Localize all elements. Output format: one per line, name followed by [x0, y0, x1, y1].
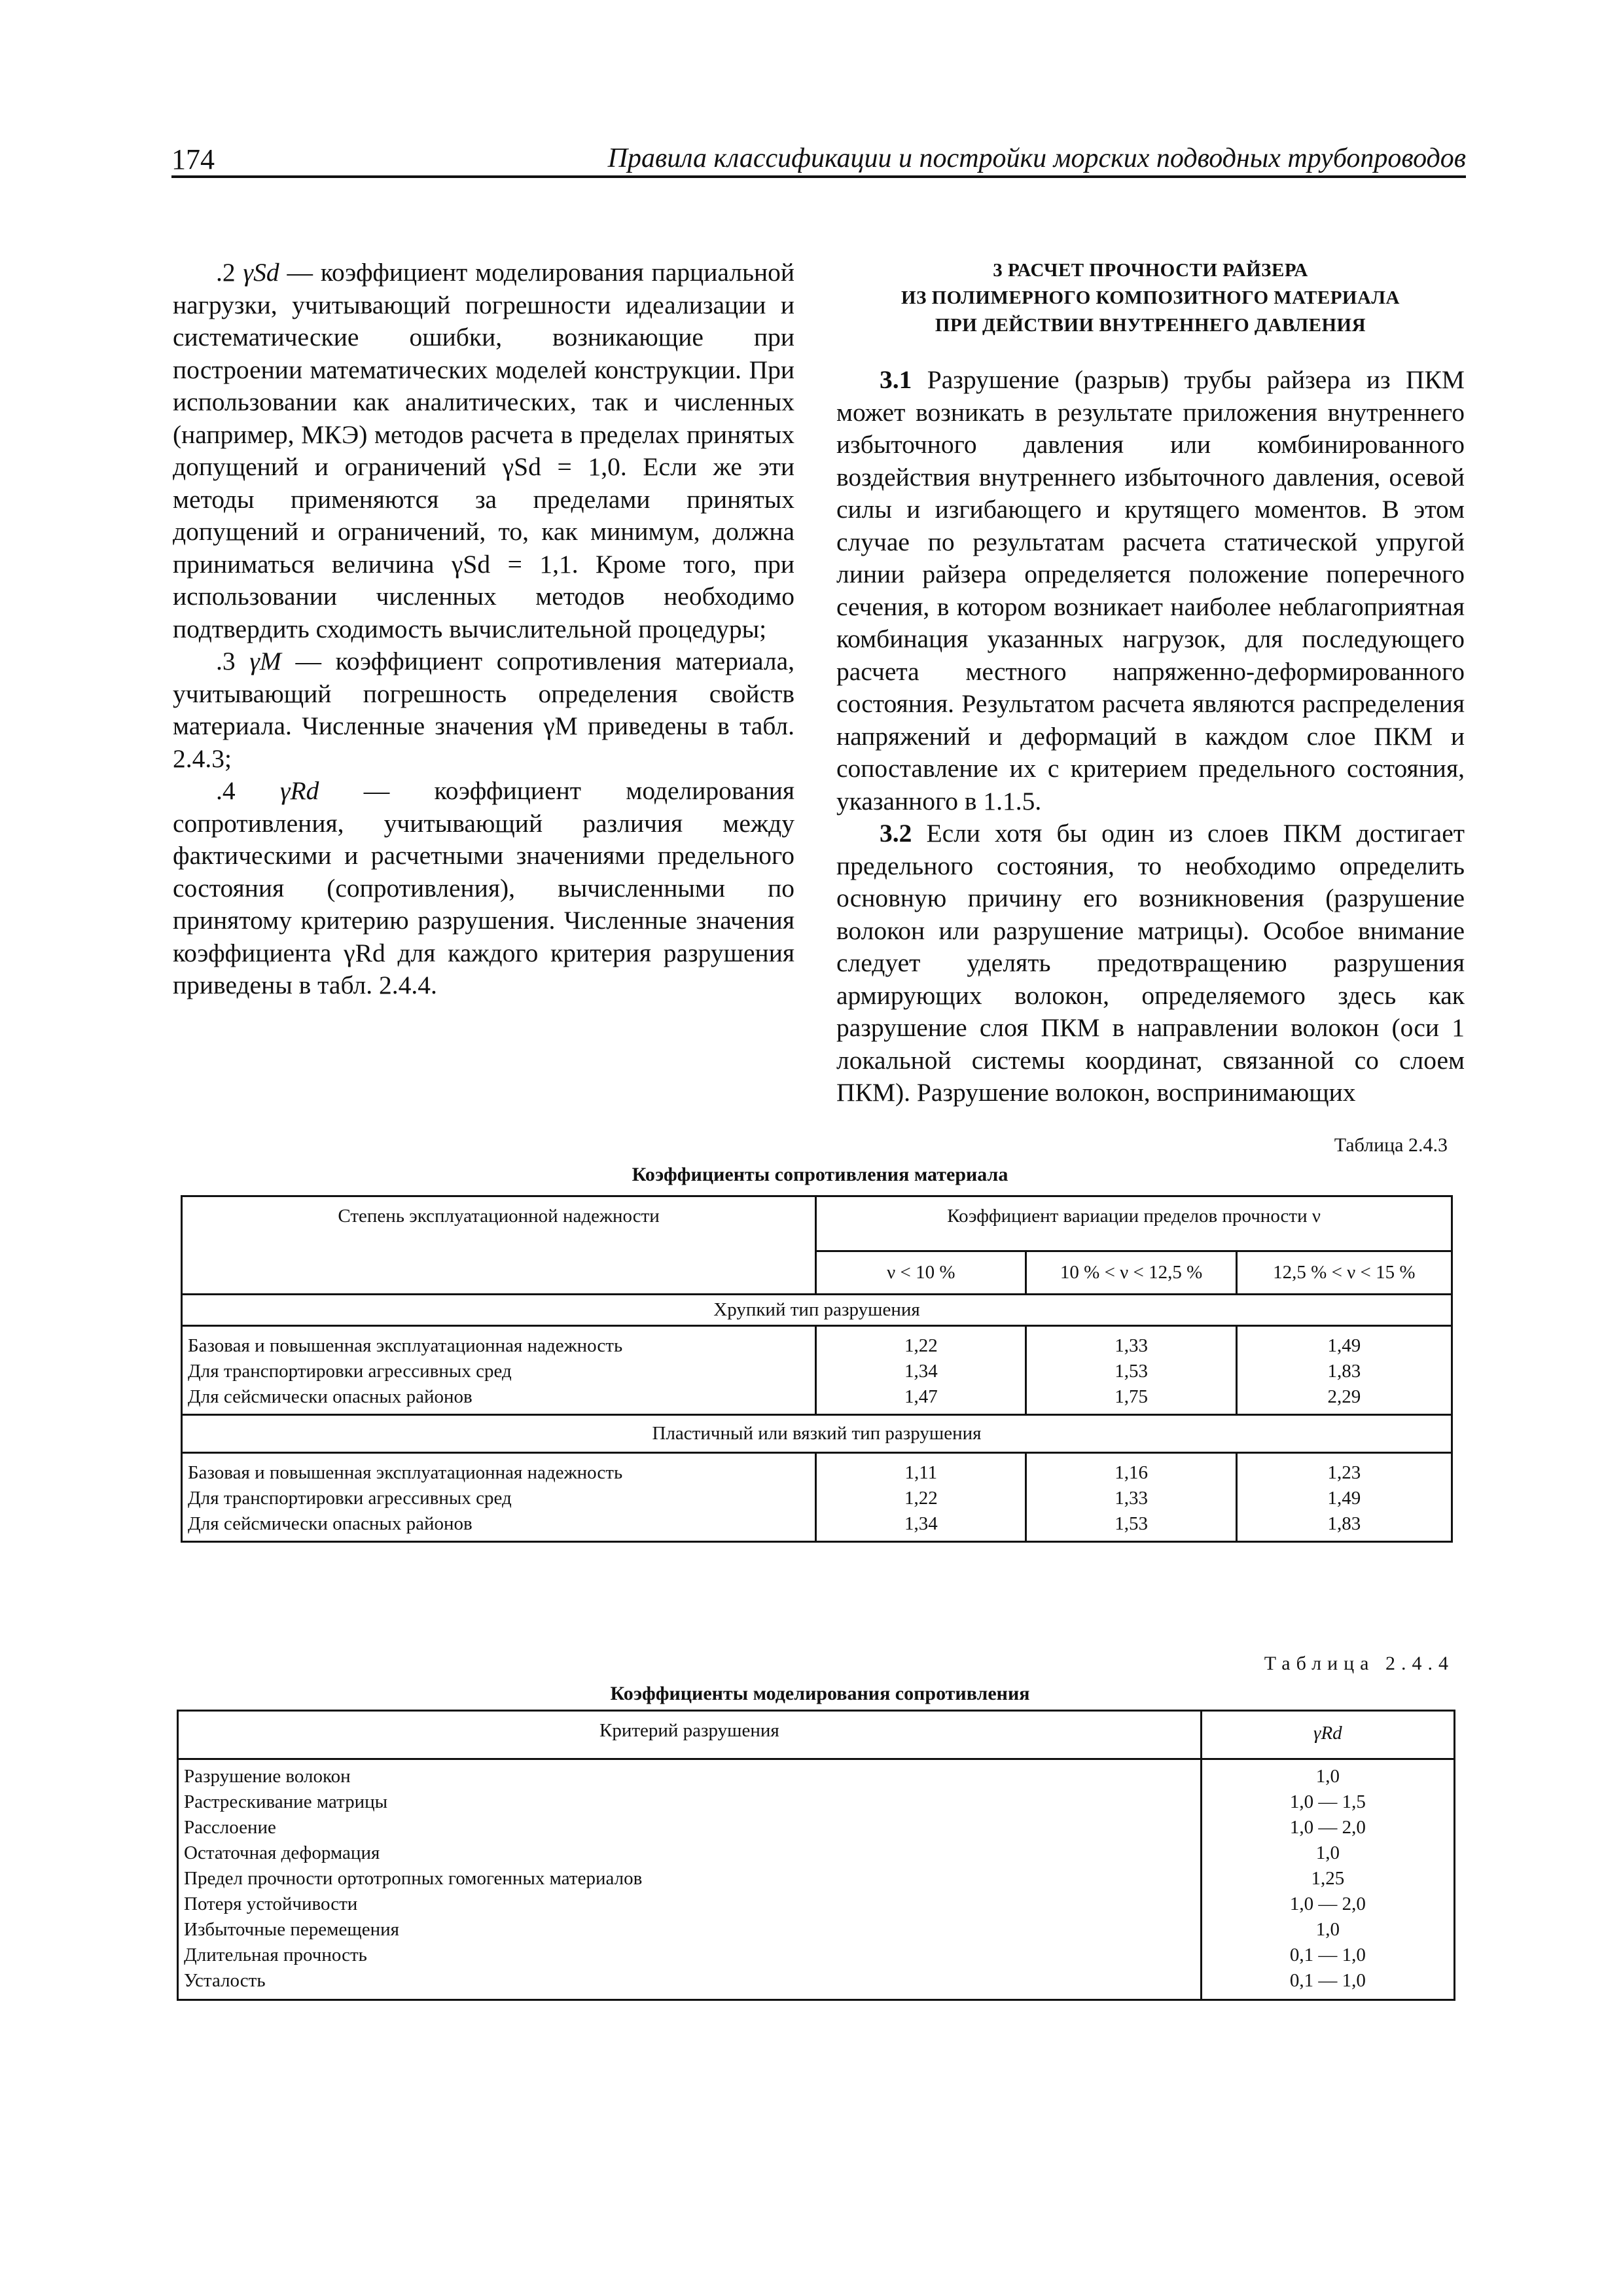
paragraph-text: — коэффициент сопротивления материала, учитывающий погрешность определения свойств материала. Численные значения γM приведены в табл. 2.4.3; — [173, 647, 795, 773]
gamma-symbol: γSd — [243, 258, 279, 287]
table-2-4-4 — [177, 1710, 1455, 2001]
row-labels-cell — [182, 1326, 816, 1415]
section-heading-line: ПРИ ДЕЙСТВИИ ВНУТРЕННЕГО ДАВЛЕНИЯ — [935, 315, 1366, 336]
column-group-header: Коэффициент вариации пределов прочности ν — [816, 1196, 1452, 1251]
table-2-4-3-number: Таблица 2.4.3 — [1334, 1134, 1448, 1156]
value: 1,53 — [1115, 1513, 1148, 1534]
paragraph-3-1 — [836, 364, 1465, 817]
paragraph-text: Если хотя бы один из слоев ПКМ достигает предельного состояния, то необходимо определить основную причину его возникновения (разрушение волокон или разрушение матрицы). Особое внимание следует уделять предотвращению разрушения армирующих волокон, определяемого здесь как разрушение слоя ПКМ в направлении волокон (оси 1 локальной системы координат, связанной со слоем ПКМ). Разрушение волокон, воспринимающих — [836, 819, 1465, 1107]
section-heading-line: 3 РАСЧЕТ ПРОЧНОСТИ РАЙЗЕРА — [993, 260, 1308, 281]
table-body-row — [178, 1759, 1455, 2000]
table-2-4-4-caption: Коэффициенты моделирования сопротивления — [610, 1683, 1030, 1704]
table-2-4-3-caption: Коэффициенты сопротивления материала — [632, 1164, 1008, 1185]
paragraph-3-2 — [836, 817, 1465, 1109]
values-cell — [1026, 1326, 1236, 1415]
value: 1,0 — 2,0 — [1289, 1817, 1366, 1838]
row-label: Базовая и повышенная эксплуатационная надежность — [188, 1462, 623, 1483]
row-label: Предел прочности ортотропных гомогенных материалов — [184, 1868, 643, 1889]
paragraph-text: Разрушение (разрыв) трубы райзера из ПКМ может возникать в результате приложения внутреннего избыточного давления или комбинированного воздействия внутреннего избыточного давления, осевой силы и изгибающего и крутящего моментов. В этом случае по результатам расчета статической упругой линии райзера определяется положение поперечного сечения, в котором возникает наиболее неблагоприятная комбинация указанных нагрузок, для последующего расчета местного напряженно-деформированного состояния. Результатом расчета являются распределения напряжений и деформаций в каждом слое ПКМ и сопоставление их с критерием предельного состояния, указанного в 1.1.5. — [836, 365, 1465, 816]
paragraph-text: — коэффициент моделирования сопротивления, учитывающий различия между фактическими и расчетными значениями предельного состояния (сопротивления), вычисленными по принятому критерию разрушения. Численные значения коэффициента γRd для каждого критерия разрушения приведены в табл. 2.4.4. — [173, 776, 795, 999]
value: 1,33 — [1115, 1488, 1148, 1509]
value: 0,1 — 1,0 — [1289, 1970, 1366, 1991]
paragraph-number: .2 — [216, 258, 236, 287]
subheader-cell: 12,5 % < ν < 15 % — [1236, 1251, 1452, 1295]
value: 1,11 — [904, 1462, 938, 1483]
left-column — [173, 257, 794, 1002]
column-header: γRd — [1201, 1711, 1454, 1759]
values-cell — [816, 1453, 1026, 1542]
values-cell — [1026, 1453, 1236, 1542]
value: 1,75 — [1115, 1386, 1148, 1407]
row-labels-cell — [182, 1453, 816, 1542]
gamma-symbol: γRd — [279, 776, 319, 805]
section-title: Хрупкий тип разрушения — [182, 1295, 1452, 1326]
page-header — [171, 135, 1466, 178]
value: 1,53 — [1115, 1361, 1148, 1382]
paragraph-4 — [173, 775, 794, 1002]
row-label: Для транспортировки агрессивных сред — [188, 1488, 512, 1509]
running-title: Правила классификации и постройки морских подводных трубопроводов — [607, 143, 1466, 173]
subheader-cell: 10 % < ν < 12,5 % — [1026, 1251, 1236, 1295]
value: 1,49 — [1327, 1488, 1361, 1509]
row-label: Растрескивание матрицы — [184, 1791, 388, 1812]
value: 1,83 — [1327, 1513, 1361, 1534]
value: 1,0 — [1315, 1842, 1340, 1863]
section-title: Пластичный или вязкий тип разрушения — [182, 1415, 1452, 1453]
column-header: Степень эксплуатационной надежности — [182, 1196, 816, 1295]
subheader-cell: ν < 10 % — [816, 1251, 1026, 1295]
row-label: Избыточные перемещения — [184, 1919, 399, 1940]
row-label: Потеря устойчивости — [184, 1893, 358, 1914]
table-2-4-4-number: Таблица 2.4.4 — [1264, 1653, 1454, 1674]
row-label: Для сейсмически опасных районов — [188, 1386, 473, 1407]
right-column — [836, 257, 1465, 1109]
value: 1,0 — 1,5 — [1289, 1791, 1366, 1812]
table-row-group — [182, 1453, 1452, 1542]
values-cell — [816, 1326, 1026, 1415]
value: 2,29 — [1327, 1386, 1361, 1407]
value: 1,22 — [904, 1335, 938, 1356]
row-label: Разрушение волокон — [184, 1766, 351, 1787]
paragraph-number: 3.2 — [880, 819, 912, 848]
value: 1,0 — [1315, 1766, 1340, 1787]
criteria-cell — [178, 1759, 1202, 2000]
section-heading-line: ИЗ ПОЛИМЕРНОГО КОМПОЗИТНОГО МАТЕРИАЛА — [901, 287, 1400, 308]
value: 1,49 — [1327, 1335, 1361, 1356]
table-header-row — [178, 1711, 1455, 1759]
paragraph-number: .4 — [216, 776, 236, 805]
row-label: Длительная прочность — [184, 1945, 367, 1965]
value: 1,16 — [1115, 1462, 1148, 1483]
row-label: Расслоение — [184, 1817, 276, 1838]
value: 1,25 — [1311, 1868, 1345, 1889]
row-label: Для транспортировки агрессивных сред — [188, 1361, 512, 1382]
table-row-group — [182, 1326, 1452, 1415]
value: 1,0 — [1315, 1919, 1340, 1940]
value: 1,47 — [904, 1386, 938, 1407]
value: 0,1 — 1,0 — [1289, 1945, 1366, 1965]
row-label: Для сейсмически опасных районов — [188, 1513, 473, 1534]
value: 1,34 — [904, 1513, 938, 1534]
row-label: Базовая и повышенная эксплуатационная надежность — [188, 1335, 623, 1356]
row-label: Остаточная деформация — [184, 1842, 380, 1863]
value: 1,83 — [1327, 1361, 1361, 1382]
page-number: 174 — [171, 143, 215, 175]
paragraph-text: — коэффициент моделирования парциальной нагрузки, учитывающий погрешности идеализации и систематические ошибки, возникающие при построении математических моделей конструкции. При использовании как аналитических, так и численных (например, МКЭ) методов расчета в пределах принятых допущений и ограничений γSd = 1,0. Если же эти методы применяются за пределами принятых допущений и ограничений, то, как минимум, должна приниматься величина γSd = 1,1. Кроме того, при использовании численных методов необходимо подтвердить сходимость вычислительной процедуры; — [173, 258, 795, 643]
value: 1,0 — 2,0 — [1289, 1893, 1366, 1914]
value: 1,34 — [904, 1361, 938, 1382]
table-header-row — [182, 1196, 1452, 1251]
section-title-row — [182, 1415, 1452, 1453]
gamma-symbol: γM — [249, 647, 281, 675]
section-heading — [836, 257, 1465, 339]
paragraph-number: .3 — [216, 647, 236, 675]
row-label: Усталость — [184, 1970, 266, 1991]
table-2-4-3 — [181, 1195, 1453, 1543]
value: 1,22 — [904, 1488, 938, 1509]
paragraph-3 — [173, 645, 794, 775]
values-cell — [1236, 1453, 1452, 1542]
value: 1,23 — [1327, 1462, 1361, 1483]
values-cell — [1236, 1326, 1452, 1415]
gamma-values-cell — [1201, 1759, 1454, 2000]
value: 1,33 — [1115, 1335, 1148, 1356]
paragraph-number: 3.1 — [880, 365, 912, 394]
section-title-row — [182, 1295, 1452, 1326]
paragraph-2 — [173, 257, 794, 645]
column-header: Критерий разрушения — [178, 1711, 1202, 1759]
